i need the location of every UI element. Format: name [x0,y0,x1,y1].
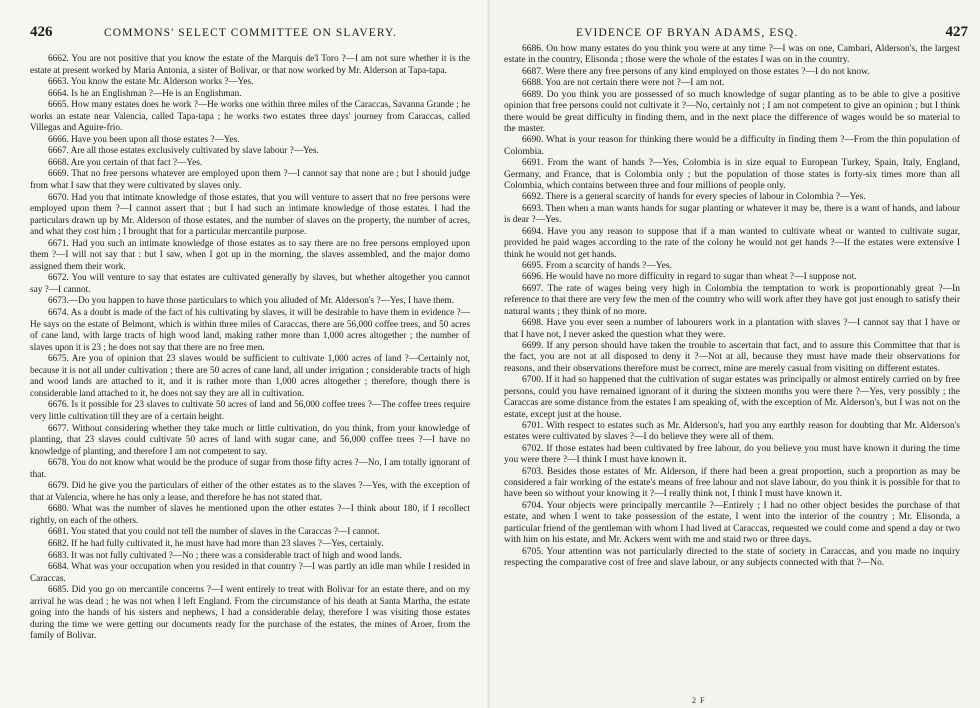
evidence-paragraph: 6674. As a doubt is made of the fact of his cultivating by slaves, it will be desirable to have them in evidence ?—He says on the estate of Belmont, which is within three miles of Caraccas, there are 56,000 coffee trees, and 50 acres of cane land, with large tracts of high wood land, making rather more than 1,000 acres altogether ; the number of slaves upon it is 23 ; he does not say that there are no free men. [30,308,470,353]
evidence-paragraph: 6691. From the want of hands ?—Yes, Colombia is in size equal to European Turkey, Spain, Italy, England, Germany, and France, that is Colombia only ; but the population of those states is forty-six times more than all Colombia, which contains between three and four millions of people only. [504,158,960,192]
evidence-paragraph: 6699. If any person should have taken the trouble to ascertain that fact, and to assure this Committee that that is the fact, you are not at all disposed to deny it ?—Not at all, because they must have made their observations for reasons, and their observations therefore must be correct, mine are merely casual from visiting on different estates. [504,340,960,374]
evidence-paragraph: 6664. Is he an Englishman ?—He is an Englishman. [48,88,242,99]
evidence-paragraph: 6685. Did you go on mercantile concerns ?—I went entirely to treat with Bolivar for an estate there, and on my arrival he was dead ; he was not when I left England. From the circumstance of his death at Santa Martha, the estate going into the hands of his sisters and nephews, I had a considerable delay, therefore I was visiting those estates during the time we were getting our documents ready for the purchase of the estates, the mines of Aroer, from the family of Bolivar. [30,585,470,642]
evidence-paragraph: 6675. Are you of opinion that 23 slaves would be sufficient to cultivate 1,000 acres of land ?—Certainly not, because it is not all under cultivation ; there are 50 acres of cane land, all under irrigation ; considerable tracts of high and wood lands are attached to it, and it is rather more than 1,000 acres altogether ; therefore, though there is considerable land attached to it, he does not say they are all in cultivation. [30,354,470,399]
evidence-paragraph: 6665. How many estates does he work ?—He works one within three miles of the Caraccas, Savanna Grande ; he works an estate near Valencia, called Tapa-tapa ; he works two estates three days' journey from Caraccas, called Villegas and Aguire-frio. [30,100,470,134]
evidence-paragraph: 6677. Without considering whether they take much or little cultivation, do you think, from your knowledge of planting, that 23 slaves could cultivate 50 acres of land with sugar cane, and 56,000 coffee trees ?—I have no knowledge of planting, and therefore I am not competent to say. [30,423,470,457]
evidence-paragraph: 6695. From a scarcity of hands ?—Yes. [522,261,672,272]
evidence-paragraph: 6666. Have you been upon all those estates ?—Yes. [48,134,240,145]
evidence-paragraph: 6676. Is it possible for 23 slaves to cultivate 50 acres of land and 56,000 coffee trees ?—The coffee trees require very little cultivation till they are of a certain height. [30,400,470,422]
evidence-paragraph: 6663. You know the estate Mr. Alderson works ?—Yes. [48,77,254,88]
right-page-header [576,24,968,46]
evidence-paragraph: 6678. You do not know what would be the produce of sugar from those fifty acres ?—No, I am totally ignorant of that. [30,458,470,480]
left-page-header [30,24,466,46]
evidence-paragraph: 6667. Are all those estates exclusively cultivated by slave labour ?—Yes. [48,146,319,157]
evidence-paragraph: 6687. Were there any free persons of any kind employed on those estates ?—I do not know. [522,66,870,77]
evidence-paragraph: 6688. You are not certain there were not ?—I am not. [522,78,725,89]
evidence-paragraph: 6670. Had you that intimate knowledge of those estates, that you will venture to assert that no free persons were employed upon them ?—I cannot assert that ; but I had such an intimate knowledge of those estates. I had the particulars drawn up by Mr. Alderson of those estates, and the number of slaves on the property, the number of acres, and what they cost him ; I brought that for a particular mercantile purpose. [30,192,470,238]
evidence-paragraph: 6693. Then when a man wants hands for sugar planting or whatever it may be, there is a want of hands, and labour is dear ?—Yes. [504,203,960,226]
evidence-paragraph: 6679. Did he give you the particulars of either of the other estates as to the slaves ?—Yes, with the exception of that at Valencia, where he has only a lease, and therefore he has not stated that. [30,481,470,503]
evidence-paragraph: 6703. Besides those estates of Mr. Alderson, if there had been a great proportion, such a proportion as may be considered a fair working of the estate's means of free labour and not slave labour, do you think it is possible for that to have been so without your knowing it ?—I really think not, I think I must have known it. [504,466,960,500]
evidence-paragraph: 6680. What was the number of slaves he mentioned upon the other estates ?—I think about 180, if I recollect rightly, on each of the others. [30,504,470,526]
evidence-paragraph: 6701. With respect to estates such as Mr. Alderson's, had you any earthly reason for doubting that Mr. Alderson's estates were cultivated by slaves ?—I do believe they were all of them. [504,420,960,443]
evidence-paragraph: 6668. Are you certain of that fact ?—Yes. [48,157,203,168]
evidence-paragraph: 6704. Your objects were principally mercantile ?—Entirely ; I had no other object besides the purchase of that estate, and when I went to take possession of the estate, I went into the interior of the country ; Mr. Elisonda, a particular friend of the gentleman with whom I had lived at Caraccas, requested we could come and spend a day or two with him on his estate, and Mr. Ackers went with me and staid two or three days. [504,500,960,546]
evidence-paragraph: 6686. On how many estates do you think you were at any time ?—I was on one, Cambari, Alderson's, the largest estate in the country, Elisonda ; those were the whole of the estates I was on in the country. [504,44,960,66]
evidence-paragraph: 6662. You are not positive that you know the estate of the Marquis de'l Toro ?—I am not sure whether it is the estate at present worked by Maria Antonia, a sister of Bolivar, or that now worked by Mr. Alderson at Tapa-tapa. [30,54,470,76]
evidence-paragraph: 6672. You will venture to say that estates are cultivated generally by slaves, but whether altogether you cannot say ?—I cannot. [30,273,470,295]
running-head: COMMONS' SELECT COMMITTEE ON SLAVERY. [104,27,397,39]
evidence-paragraph: 6683. It was not fully cultivated ?—No ; there was a considerable tract of high and wood lands. [48,550,402,561]
evidence-paragraph: 6694. Have you any reason to suppose that if a man wanted to cultivate wheat or wanted to cultivate sugar, provided he paid wages according to the rate of the colony he would not get hands ?—If the estates were extensive I think he would not get hands. [504,226,960,260]
evidence-paragraph: 6684. What was your occupation when you resided in that country ?—I was partly an idle man while I resided in Caraccas. [30,562,470,584]
page-number: 426 [30,24,53,40]
evidence-paragraph: 6671. Had you such an intimate knowledge of those estates as to say there are no free persons employed upon them ?—I will not say that : but I saw, when I got up in the morning, the slaves assembled, and the major domo assigned them their work. [30,238,470,272]
page-number: 427 [945,24,968,40]
evidence-paragraph: 6696. He would have no more difficulty in regard to sugar than wheat ?—I suppose not. [522,272,857,283]
running-head: EVIDENCE OF BRYAN ADAMS, ESQ. [576,27,799,39]
right-page-body [504,44,960,694]
evidence-paragraph: 6669. That no free persons whatever are employed upon them ?—I cannot say that none are ; but I should judge from what I saw that they were cultivated by slaves only. [30,169,470,192]
evidence-paragraph: 6692. There is a general scarcity of hands for every species of labour in Colombia ?—Yes. [522,192,866,203]
right-page [490,0,980,708]
evidence-paragraph: 6700. If it had so happened that the cultivation of sugar estates was principally or almost entirely carried on by free persons, could you have remained ignorant of it during the sixteen months you were there ?—Yes, very possibly ; the Caraccas are some distance from the estates I am speaking of, with the exception of Mr. Alderson's, but I was not on the estate, except just at the house. [504,375,960,420]
left-page-body [30,54,470,704]
evidence-paragraph: 6681. You stated that you could not tell the number of slaves in the Caraccas ?—I cannot. [48,527,380,538]
evidence-paragraph: 6673.—Do you happen to have those particulars to which you alluded of Mr. Alderson's ?—Yes, I have them. [48,296,455,307]
evidence-paragraph: 6682. If he had fully cultivated it, he must have had more than 23 slaves ?—Yes, certainly. [48,538,384,549]
evidence-paragraph: 6702. If those estates had been cultivated by free labour, do you believe you must have known it during the time you were there ?—I think I must have known it. [504,443,960,466]
evidence-paragraph: 6697. The rate of wages being very high in Colombia the temptation to work is proportionably great ?—In reference to that there are very few the men of the country who will work after they have got just enough to satisfy their natural wants ; they think of no more. [504,283,960,317]
signature-mark: 2 F [692,696,706,705]
evidence-paragraph: 6705. Your attention was not particularly directed to the state of society in Caraccas, and you made no inquiry respecting the comparative cost of free and slave labour, or any subjects connected with that ?—No. [504,546,960,568]
evidence-paragraph: 6690. What is your reason for thinking there would be a difficulty in finding them ?—From the thin population of Colombia. [504,135,960,157]
evidence-paragraph: 6698. Have you ever seen a number of labourers work in a plantation with slaves ?—I cannot say that I have or that I have not, I never asked the question what they were. [504,318,960,340]
evidence-paragraph: 6689. Do you think you are possessed of so much knowledge of sugar planting as to be able to give a positive opinion that free persons could not cultivate it ?—No, certainly not ; I am not competent to give an opinion ; but I think there would be great difficulty in finding them, and in the next place the difference of wages would be so material to the master. [504,89,960,134]
